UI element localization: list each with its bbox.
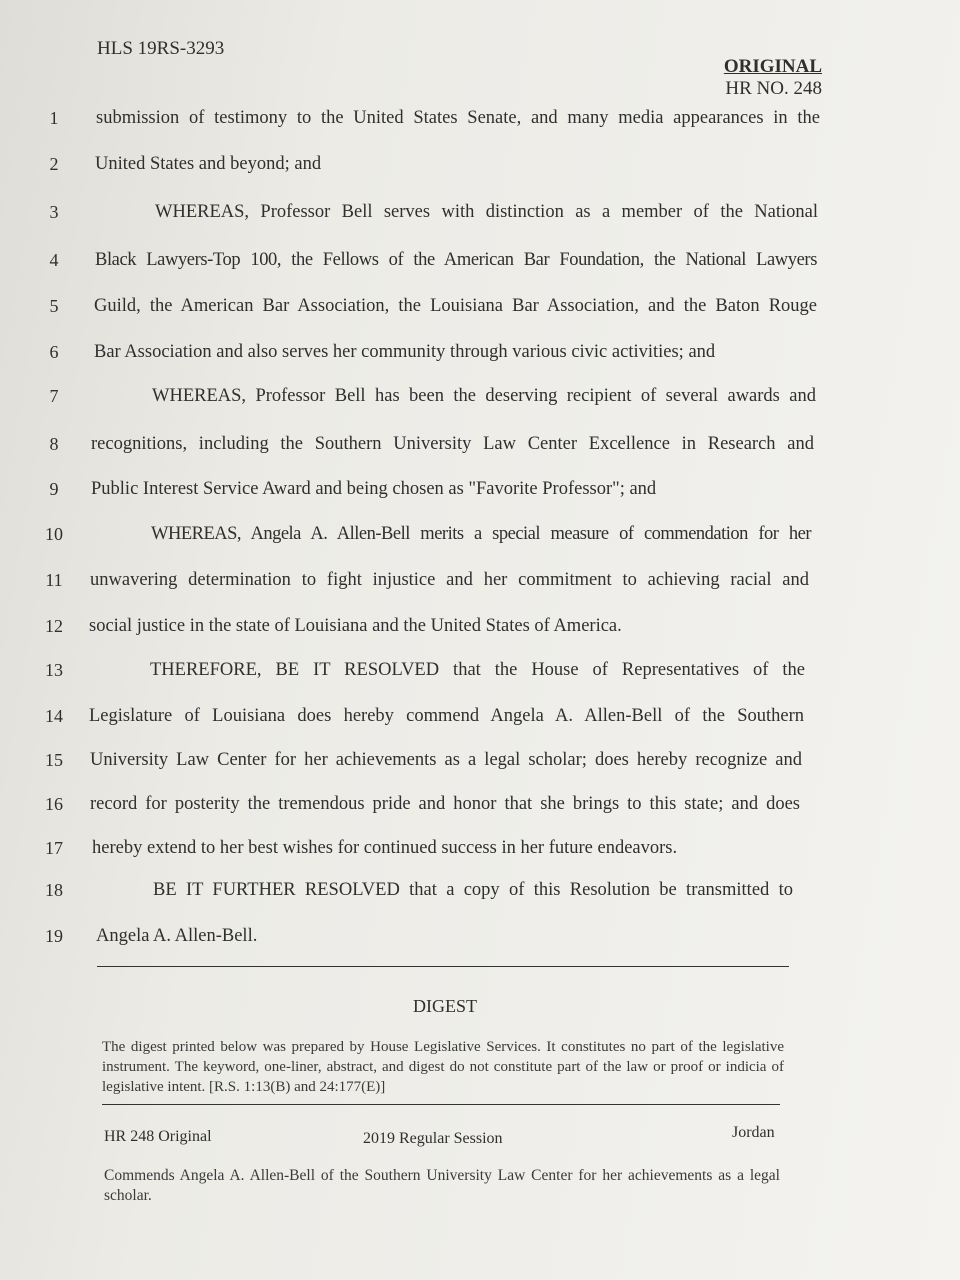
- line-text: submission of testimony to the United States Senate, and many media appearances in the: [96, 108, 820, 128]
- line-text: BE IT FURTHER RESOLVED that a copy of this Resolution be transmitted to: [153, 880, 793, 900]
- line-number: 12: [45, 616, 63, 636]
- line-text: WHEREAS, Professor Bell has been the deserving recipient of several awards and: [152, 386, 816, 406]
- line-number: 4: [49, 250, 59, 270]
- line: [0, 570, 960, 600]
- line-text: recognitions, including the Southern University Law Center Excellence in Research and: [91, 434, 814, 454]
- line: [0, 750, 960, 780]
- digest-disclaimer: The digest printed below was prepared by House Legislative Services. It constitutes no part of the legislative instrument. The keyword, one-liner, abstract, and digest do not constitute part of the law or proof or indicia of legislative intent. [R.S. 1:13(B) and 24:177(E)]: [102, 1039, 784, 1095]
- line-number: 7: [49, 386, 59, 406]
- bill-header: [724, 56, 822, 100]
- line-text: Black Lawyers-Top 100, the Fellows of the American Bar Foundation, the National Lawyers: [95, 250, 817, 270]
- line-text: Guild, the American Bar Association, the Louisiana Bar Association, and the Baton Rouge: [94, 296, 817, 316]
- line-number: 1: [49, 108, 59, 128]
- line: [0, 108, 960, 138]
- document-id: HLS 19RS-3293: [97, 38, 225, 59]
- line-text: Legislature of Louisiana does hereby commend Angela A. Allen-Bell of the Southern: [89, 706, 804, 726]
- line: [0, 880, 960, 910]
- line: [0, 296, 960, 326]
- line-text: social justice in the state of Louisiana and the United States of America.: [89, 616, 622, 636]
- bill-number: HR NO. 248: [725, 78, 822, 99]
- digest-author: Jordan: [732, 1124, 775, 1141]
- line-number: 10: [45, 524, 63, 544]
- line-text: hereby extend to her best wishes for continued success in her future endeavors.: [92, 838, 678, 858]
- line-text: Bar Association and also serves her community through various civic activities; and: [94, 342, 716, 362]
- line-text: Angela A. Allen-Bell.: [96, 926, 258, 946]
- line: [0, 616, 960, 646]
- line-number: 3: [49, 202, 59, 222]
- line-number: 19: [45, 926, 63, 946]
- line-number: 15: [45, 750, 63, 770]
- line: [0, 706, 960, 736]
- line-text: record for posterity the tremendous pride and honor that she brings to this state; and does: [90, 794, 800, 814]
- line: [0, 154, 960, 184]
- line-text: Public Interest Service Award and being chosen as "Favorite Professor"; and: [91, 479, 657, 499]
- line-number: 14: [45, 706, 63, 726]
- line-number: 17: [45, 838, 63, 858]
- line-number: 6: [49, 342, 59, 362]
- line-text: University Law Center for her achievements as a legal scholar; does hereby recognize and: [90, 750, 802, 770]
- line-number: 2: [49, 154, 59, 174]
- line: [0, 386, 960, 416]
- line: [0, 479, 960, 509]
- line-number: 8: [49, 434, 59, 454]
- line: [0, 434, 960, 464]
- line-number: 9: [49, 479, 59, 499]
- version-label: ORIGINAL: [723, 56, 822, 77]
- line-number: 13: [45, 660, 63, 680]
- line-number: 16: [45, 794, 63, 814]
- digest-title: DIGEST: [413, 996, 477, 1016]
- line-text: THEREFORE, BE IT RESOLVED that the House of Representatives of the: [150, 660, 805, 680]
- line: [0, 660, 960, 690]
- digest-summary: Commends Angela A. Allen-Bell of the Southern University Law Center for her achievements as a legal scholar.: [104, 1167, 780, 1204]
- line: [0, 524, 960, 554]
- line-text: unwavering determination to fight injustice and her commitment to achieving racial and: [90, 570, 809, 590]
- divider: [102, 1104, 780, 1105]
- line-number: 18: [45, 880, 63, 900]
- line: [0, 250, 960, 280]
- line-text: WHEREAS, Professor Bell serves with distinction as a member of the National: [155, 202, 818, 222]
- line: [0, 926, 960, 956]
- digest-session: 2019 Regular Session: [363, 1130, 503, 1147]
- line: [0, 342, 960, 372]
- line-text: United States and beyond; and: [95, 154, 322, 174]
- line: [0, 838, 960, 868]
- line: [0, 794, 960, 824]
- line-number: 5: [49, 296, 59, 316]
- divider: [97, 966, 789, 967]
- line-number: 11: [45, 570, 63, 590]
- line: [0, 202, 960, 232]
- digest-bill-label: HR 248 Original: [104, 1128, 212, 1145]
- line-text: WHEREAS, Angela A. Allen-Bell merits a special measure of commendation for her: [151, 524, 811, 544]
